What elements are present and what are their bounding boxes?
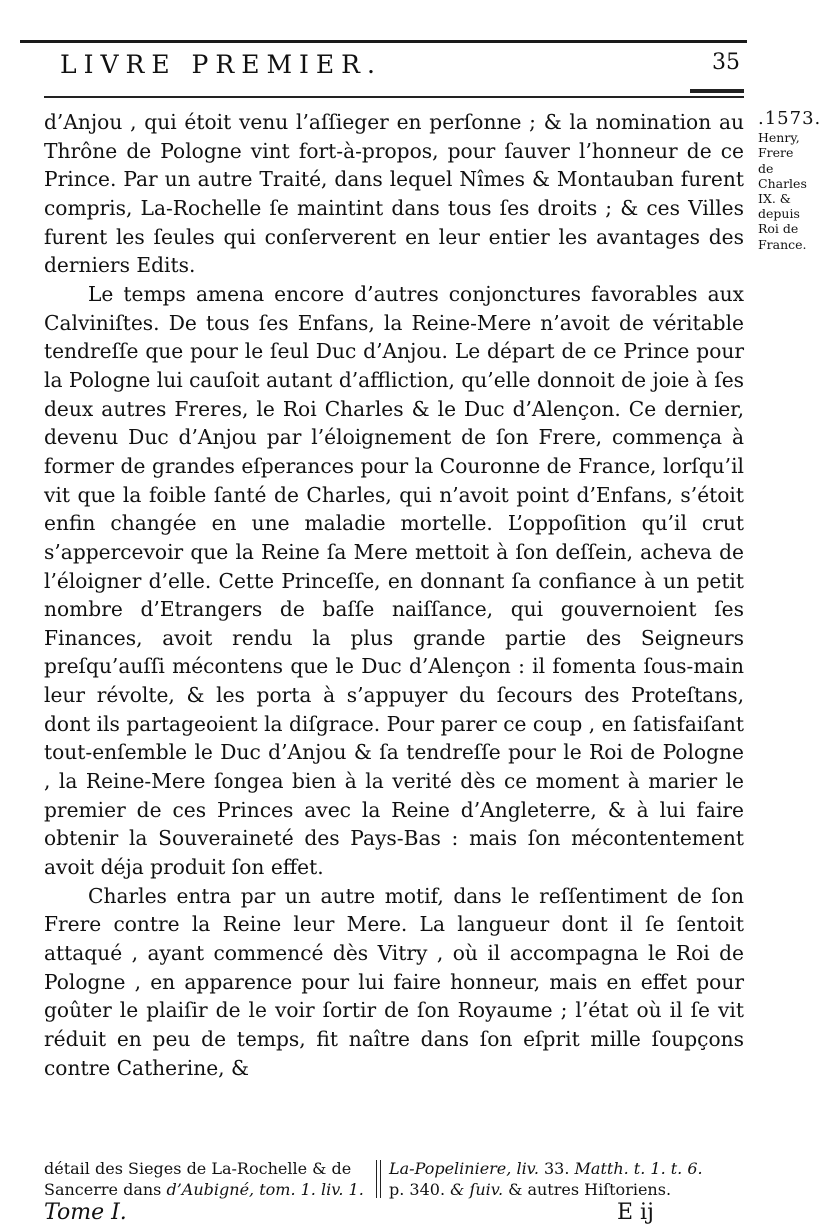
footnote-left-line1: détail des Sieges de La-Rochelle & de xyxy=(44,1159,352,1178)
footnote-left xyxy=(44,1158,374,1200)
page-number: 35 xyxy=(712,50,740,75)
footnote-divider xyxy=(376,1160,381,1198)
paragraph-2: Le temps amena encore d’autres conjonctures favorables aux Calviniſtes. De tous ſes Enfans, la Reine-Mere n’avoit de véritable tendreſſe que pour le ſeul Duc d’Anjou. Le départ de ce Prince pour la Pologne lui cauſoit autant d’affliction, qu’elle donnoit de joie à ſes deux autres Freres, le Roi Charles & le Duc d’Alençon. Ce dernier, devenu Duc d’Anjou par l’éloignement de ſon Frere, commença à former de grandes eſperances pour la Couronne de France, lorſqu’il vit que la foible ſanté de Charles, qui n’avoit point d’Enfans, s’étoit enfin changée en une maladie mortelle. L’oppoſition qu’il crut s’appercevoir que la Reine ſa Mere mettoit à ſon deſſein, acheva de l’éloigner d’elle. Cette Princeſſe, en donnant ſa confiance à un petit nombre d’Etrangers de baſſe naiſſance, qui gouvernoient ſes Finances, avoit rendu la plus grande partie des Seigneurs preſqu’auſſi mécontens que le Duc d’Alençon : il fomenta ſous-main leur révolte, & les porta à s’appuyer du ſecours des Proteſtans, dont ils partageoient la diſgrace. Pour parer ce coup , en ſatisfaiſant tout-enſemble le Duc d’Anjou & ſa tendreſſe pour le Roi de Pologne , la Reine-Mere ſongea bien à la verité dès ce moment à marier le premier de ces Princes avec la Reine d’Angleterre, & à lui faire obtenir la Souveraineté des Pays-Bas : mais ſon mécontentement avoit déja produit ſon effet. xyxy=(44,281,744,880)
margin-year: .1573. xyxy=(758,108,821,129)
volume-label: Tome I. xyxy=(44,1200,127,1225)
margin-note-text: Henry, Frere de Charles IX. & depuis Roi de France. xyxy=(758,130,807,252)
footnote-left-line2: Sancerre dans d’Aubigné, tom. 1. liv. 1. xyxy=(44,1180,364,1199)
header-rule xyxy=(44,96,744,98)
header-top-rule xyxy=(20,40,747,43)
footnote-right-line1: La-Popeliniere, liv. 33. Matth. t. 1. t. 6. xyxy=(389,1159,703,1178)
margin-rule xyxy=(690,89,744,93)
paragraph-3: Charles entra par un autre motif, dans le reſſentiment de ſon Frere contre la Reine leur Mere. La langueur dont il ſe ſentoit attaqué , ayant commencé dès Vitry , où il accompagna le Roi de Pologne , en apparence pour lui faire honneur, mais en effet pour goûter le plaiſir de le voir ſortir de ſon Royaume ; l’état où il ſe vit réduit en peu de temps, fit naître dans ſon eſprit mille ſoupçons contre Catherine, & xyxy=(44,883,744,1080)
margin-note xyxy=(758,108,821,252)
footnote-right xyxy=(389,1158,744,1200)
running-header xyxy=(60,50,740,84)
main-text xyxy=(44,108,744,1082)
running-title: LIVRE PREMIER. xyxy=(60,50,382,79)
paragraph-1: d’Anjou , qui étoit venu l’aſſieger en perſonne ; & la nomination au Thrône de Pologne vint fort-à-propos, pour ſauver l’honneur de ce Prince. Par un autre Traité, dans lequel Nîmes & Montauban furent compris, La-Rochelle ſe maintint dans tous ſes droits ; & ces Villes furent les ſeules qui conſerverent en leur entier les avantages des derniers Edits. xyxy=(44,110,744,278)
footnote-right-line2: p. 340. & ſuiv. & autres Hiſtoriens. xyxy=(389,1180,672,1199)
signature-mark: E ij xyxy=(617,1200,654,1225)
footnotes xyxy=(44,1158,744,1202)
